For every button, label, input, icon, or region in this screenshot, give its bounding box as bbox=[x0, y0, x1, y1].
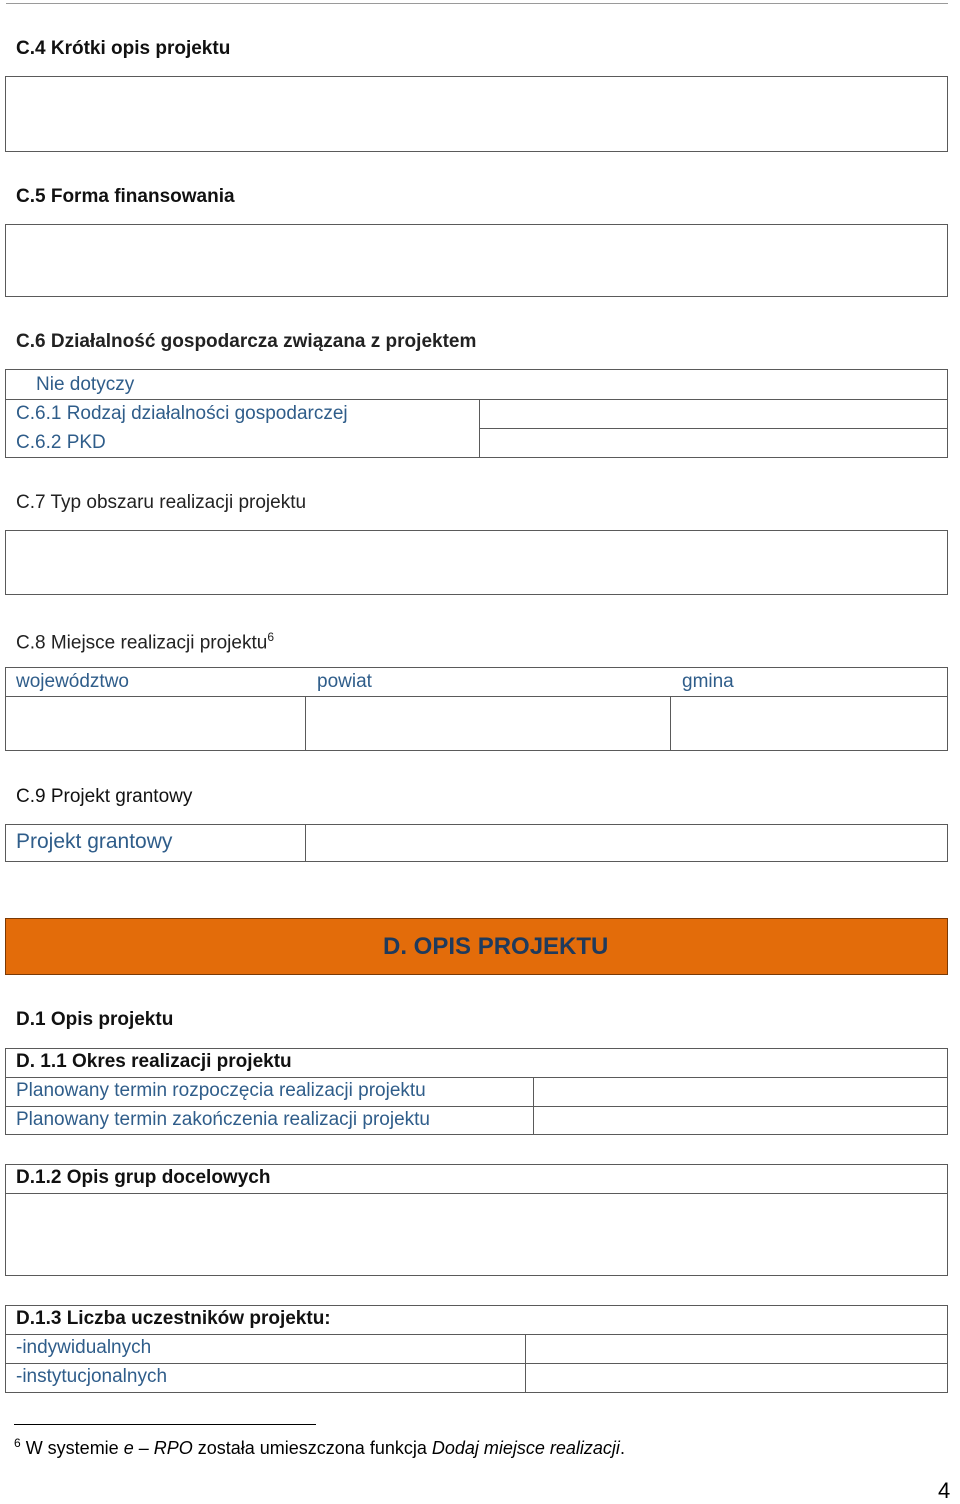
c8-header-divider bbox=[5, 696, 948, 697]
d11-end-field[interactable] bbox=[535, 1108, 947, 1134]
d13-row-divider bbox=[5, 1363, 948, 1364]
d1-heading: D.1 Opis projektu bbox=[16, 1009, 174, 1030]
c61-field[interactable] bbox=[481, 401, 947, 427]
c9-label: Projekt grantowy bbox=[16, 830, 173, 853]
c8-footnote-ref: 6 bbox=[267, 630, 275, 644]
footnote-italic-system: e – RPO bbox=[123, 1438, 193, 1458]
c8-col-divider-1 bbox=[305, 696, 306, 751]
d12-divider bbox=[5, 1193, 948, 1194]
d13-institutional-field[interactable] bbox=[527, 1365, 947, 1392]
c6-row-divider bbox=[479, 428, 948, 429]
page-number: 4 bbox=[938, 1478, 951, 1503]
c6-heading bbox=[16, 331, 476, 353]
footnote-text-before: W systemie bbox=[20, 1438, 124, 1458]
d11-start-label: Planowany termin rozpoczęcia realizacji projektu bbox=[16, 1080, 426, 1101]
d11-row-divider bbox=[5, 1106, 948, 1107]
c6-title: C.6 Działalność gospodarcza związana z projektem bbox=[16, 331, 477, 352]
d11-header-divider bbox=[5, 1077, 948, 1078]
c8-commune-field[interactable] bbox=[672, 698, 947, 750]
c9-field[interactable] bbox=[307, 826, 947, 861]
c8-title: C.8 Miejsce realizacji projektu bbox=[16, 632, 268, 654]
footnote-rule bbox=[14, 1424, 316, 1425]
c8-col-commune: gmina bbox=[682, 671, 734, 692]
footnote-text-middle: została umieszczona funkcja bbox=[192, 1438, 432, 1458]
section-d-title: D. OPIS PROJEKTU bbox=[383, 933, 609, 960]
c62-label: C.6.2 PKD bbox=[16, 432, 106, 453]
footnote-number: 6 bbox=[14, 1436, 21, 1450]
c5-heading: C.5 Forma finansowania bbox=[16, 186, 235, 207]
d13-institutional-label: -instytucjonalnych bbox=[16, 1366, 168, 1387]
c8-heading bbox=[16, 630, 274, 654]
c9-heading: C.9 Projekt grantowy bbox=[16, 786, 193, 807]
c8-voivodeship-field[interactable] bbox=[6, 698, 304, 750]
d11-end-label: Planowany termin zakończenia realizacji projektu bbox=[16, 1109, 430, 1130]
d12-heading: D.1.2 Opis grup docelowych bbox=[16, 1167, 271, 1188]
c8-col-divider-2 bbox=[670, 696, 671, 751]
c7-heading: C.7 Typ obszaru realizacji projektu bbox=[16, 492, 307, 513]
d13-header-divider bbox=[5, 1334, 948, 1335]
c4-heading: C.4 Krótki opis projektu bbox=[16, 38, 231, 59]
c61-label: C.6.1 Rodzaj działalności gospodarczej bbox=[16, 403, 348, 424]
footnote-italic-function: Dodaj miejsce realizacji bbox=[431, 1438, 620, 1458]
d11-heading: D. 1.1 Okres realizacji projektu bbox=[16, 1051, 292, 1072]
top-rule bbox=[6, 3, 948, 4]
footnote-text-after: . bbox=[619, 1438, 625, 1458]
c8-col-voivodeship: województwo bbox=[16, 671, 129, 692]
d13-individual-field[interactable] bbox=[527, 1336, 947, 1362]
c62-field[interactable] bbox=[481, 430, 947, 457]
c6-option-not-applicable[interactable]: Nie dotyczy bbox=[36, 374, 135, 395]
c4-field[interactable] bbox=[5, 76, 948, 152]
footnote bbox=[14, 1436, 625, 1459]
d13-individual-label: -indywidualnych bbox=[16, 1337, 152, 1358]
d12-field[interactable] bbox=[6, 1195, 947, 1275]
c7-field[interactable] bbox=[5, 530, 948, 595]
c5-field[interactable] bbox=[5, 224, 948, 297]
c6-divider bbox=[5, 399, 948, 400]
d13-heading: D.1.3 Liczba uczestników projektu: bbox=[16, 1308, 331, 1329]
c9-col-divider bbox=[305, 824, 306, 862]
c8-county-field[interactable] bbox=[307, 698, 669, 750]
c8-col-county: powiat bbox=[317, 671, 372, 692]
d11-start-field[interactable] bbox=[535, 1079, 947, 1105]
